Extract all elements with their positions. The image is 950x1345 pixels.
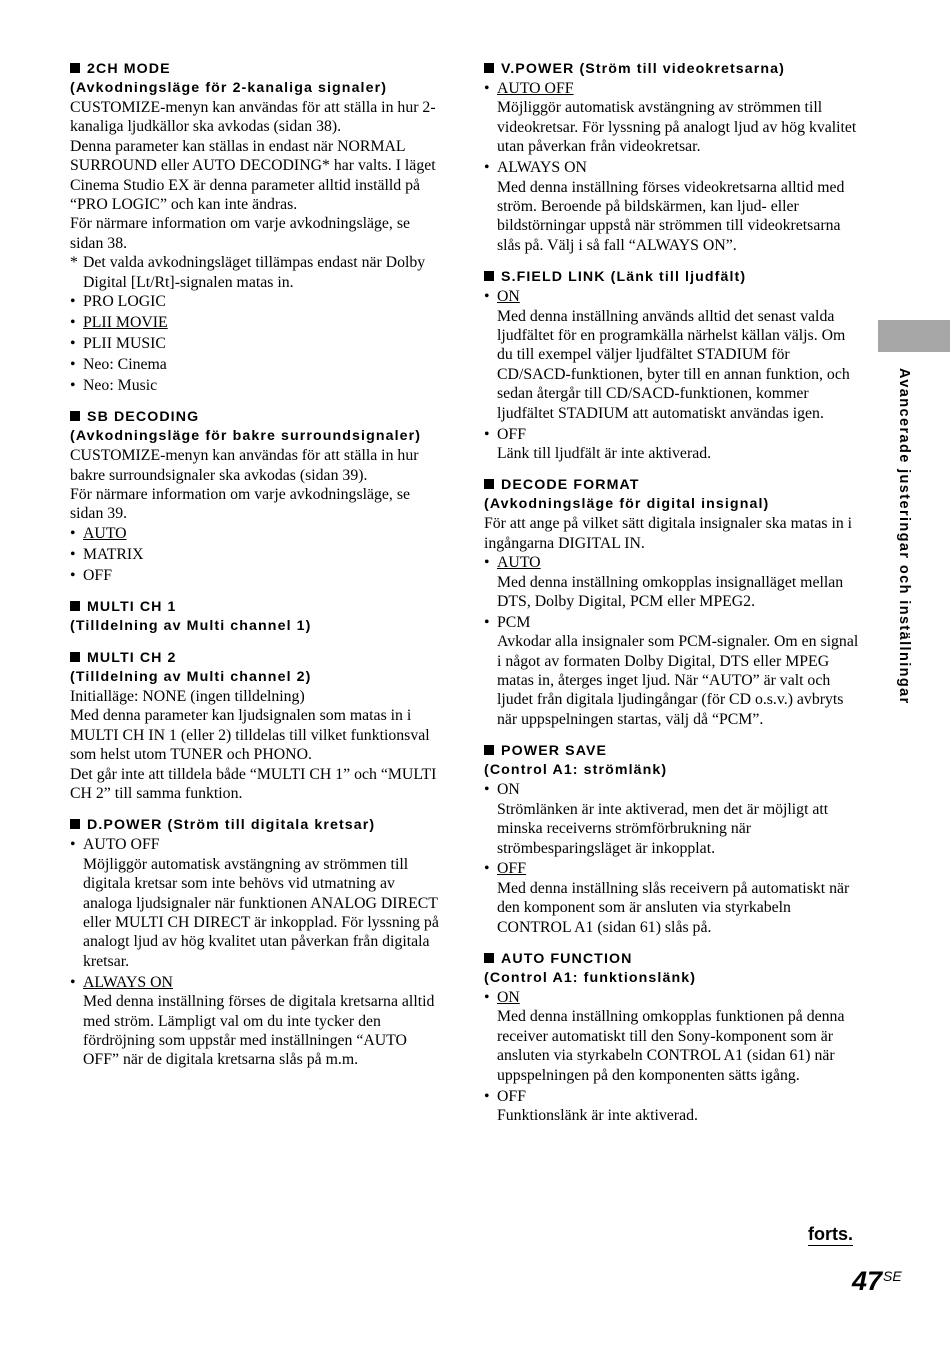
section-heading: MULTI CH 1 [70,598,445,617]
asterisk-icon: * [70,254,78,272]
list-item: • OFF Länk till ljudfält är inte aktiverad. [484,425,859,464]
section-heading: DECODE FORMAT [484,476,859,495]
right-column [484,60,859,1138]
option-description: Med denna inställning används alltid det senast valda ljudfältet för en programkälla närhelst källan väljs. Om du till exempel väljer ljudfältet STADIUM för CD/SACD-funktionen, byter till en annan funktion, och sedan återgår till CD/SACD-funktionen, kommer ljudfältet STADIUM att automatiskt användas igen. [497,307,850,422]
footnote: * Det valda avkodningsläget tillämpas endast när Dolby Digital [Lt/Rt]-signalen matas in. [70,254,426,291]
default-option: ALWAYS ON [83,973,173,991]
list-item [70,973,445,1070]
option-description: Med denna inställning omkopplas funktionen på denna receiver automatiskt till den Sony-komponent som är ansluten via styrkabeln CONTROL A1 (sidan 61) när uppspelningen på den komponenten sätts igång. [497,1008,845,1084]
default-option: AUTO OFF [497,80,574,97]
option-list [70,292,445,395]
default-option: AUTO [83,524,127,542]
square-bullet-icon [70,601,80,611]
default-option: ON [497,989,520,1007]
list-item: • Neo: Music [70,376,445,395]
section-auto-function [484,950,859,1125]
section-d-power [70,816,445,1069]
option-description: Med denna inställning förses de digitala kretsarna alltid med ström. Lämpligt val om du inte tycker den fördröjning som uppstår med inställningen “AUTO OFF” när de digitala kretsarna slås på m.m. [83,993,435,1069]
square-bullet-icon [70,63,80,73]
list-item [484,79,859,157]
list-item: • MATRIX [70,545,445,564]
list-item: • PLII MUSIC [70,334,445,353]
square-bullet-icon [70,819,80,829]
section-heading: V.POWER (Ström till videokretsarna) [484,60,859,79]
list-item [484,287,859,423]
paragraph: Med denna parameter kan ljudsignalen som matas in i MULTI CH IN 1 (eller 2) tilldelas till vilket funktionsval som helst utom TUNER och PHONO. [70,707,430,764]
option-description: Med denna inställning slås receivern på automatiskt när den komponent som är ansluten via styrkabeln CONTROL A1 (sidan 61) slås på. [497,879,850,936]
square-bullet-icon [484,745,494,755]
section-subheading: (Control A1: strömlänk) [484,762,668,779]
paragraph: CUSTOMIZE-menyn kan användas för att ställa in hur 2-kanaliga ljudkällor ska avkodas (sidan 38). [70,99,436,136]
option-description: Strömlänken är inte aktiverad, men det är möjligt att minska receiverns strömförbrukning när strömbesparingsläget är inkopplat. [497,800,829,857]
section-subheading: (Control A1: funktionslänk) [484,970,697,987]
option-description: Möjliggör automatisk avstängning av strömmen till videokretsar. För lyssning på analogt ljud av hög kvalitet utan påverkan från videokretsar. [497,99,857,156]
paragraph: Initialläge: NONE (ingen tilldelning) [70,687,305,705]
list-item [484,988,859,1085]
option-description: Med denna inställning förses videokretsarna alltid med ström. Beroende på bildskärmen, kan ljud- eller bildstörningar uppstå när strömmen till videokretsarna slås på. Välj i så fall “ALWAYS ON”. [497,178,845,254]
chapter-tab [878,320,950,352]
list-item [484,859,859,937]
paragraph: För att ange på vilket sätt digitala insignaler ska matas in i ingångarna DIGITAL IN. [484,515,853,552]
square-bullet-icon [484,63,494,73]
option-description: Möjliggör automatisk avstängning av strömmen till digitala kretsar som inte behövs vid utmatning av analoga ljudsignaler när funktionen ANALOG DIRECT eller MULTI CH DIRECT är inkopplad. För lyssning på analogt ljud av hög kvalitet utan påverkan från digitala kretsar. [83,855,439,970]
option-description: Funktionslänk är inte aktiverad. [497,1106,698,1124]
section-s-field-link [484,268,859,463]
default-option: PLII MOVIE [83,313,168,331]
option-list [484,553,859,729]
list-item: • OFF [70,566,445,585]
list-item: • PCM Avkodar alla insignaler som PCM-signaler. Om en signal i något av formaten Dolby Digital, DTS eller MPEG matas in, återges inget ljud. När “AUTO” är valt och ljudet från digitala ljudingångar (för CD o.s.v.) avbryts när uppspelningen startas, välj då “PCM”. [484,613,859,729]
paragraph: För närmare information om varje avkodningsläge, se sidan 38. [70,215,410,252]
left-column [70,60,445,1083]
section-decode-format [484,476,859,729]
default-option: OFF [497,860,526,878]
section-multi-ch-1 [70,598,445,636]
option-list [70,524,445,585]
list-item: • OFF Funktionslänk är inte aktiverad. [484,1087,859,1126]
section-subheading: (Tilldelning av Multi channel 2) [70,668,312,685]
section-sb-decoding [70,408,445,585]
option-description: Avkodar alla insignaler som PCM-signaler. Om en signal i något av formaten Dolby Digital, DTS eller MPEG matas in, återges inget ljud. När “AUTO” är valt och ljudet från digitala ljudingångar (för CD o.s.v.) avbryts när uppspelningen startas, välj då “PCM”. [497,633,859,728]
section-v-power [484,60,859,255]
section-heading: POWER SAVE [484,742,859,761]
square-bullet-icon [70,652,80,662]
section-power-save [484,742,859,937]
list-item: • PRO LOGIC [70,292,445,311]
section-heading: S.FIELD LINK (Länk till ljudfält) [484,268,859,287]
paragraph: CUSTOMIZE-menyn kan användas för att ställa in hur bakre surroundsignaler ska avkodas (sidan 39). [70,447,419,484]
list-item: • ALWAYS ON Med denna inställning förses videokretsarna alltid med ström. Beroende på bildskärmen, kan ljud- eller bildstörningar uppstå när strömmen till videokretsarna slås på. Välj i så fall “ALWAYS ON”. [484,158,859,255]
section-heading: D.POWER (Ström till digitala kretsar) [70,816,445,835]
section-heading: AUTO FUNCTION [484,950,859,969]
section-multi-ch-2 [70,649,445,803]
page-number: 47SE [852,1266,902,1296]
list-item: • Neo: Cinema [70,355,445,374]
section-heading: SB DECODING [70,408,445,427]
list-item: • ON Strömlänken är inte aktiverad, men det är möjligt att minska receiverns strömförbrukning när strömbesparingsläget är inkopplat. [484,780,859,858]
paragraph: Denna parameter kan ställas in endast när NORMAL SURROUND eller AUTO DECODING* har valts. I läget Cinema Studio EX är denna parameter alltid inställd på “PRO LOGIC” och kan inte ändras. [70,137,436,214]
option-description: Länk till ljudfält är inte aktiverad. [497,444,712,462]
paragraph: Det går inte att tilldela både “MULTI CH 1” och “MULTI CH 2” till samma funktion. [70,765,437,802]
square-bullet-icon [484,271,494,281]
square-bullet-icon [70,411,80,421]
square-bullet-icon [484,953,494,963]
option-list [484,79,859,255]
chapter-label: Avancerade justeringar och inställningar [896,368,912,705]
square-bullet-icon [484,479,494,489]
option-list [484,988,859,1125]
section-2ch-mode [70,60,445,395]
section-subheading: (Tilldelning av Multi channel 1) [70,617,312,634]
section-heading: 2CH MODE [70,60,445,79]
section-subheading: (Avkodningsläge för bakre surroundsignaler) [70,428,422,445]
option-description: Med denna inställning omkopplas insignalläget mellan DTS, Dolby Digital, PCM eller MPEG2. [497,573,844,610]
paragraph: För närmare information om varje avkodningsläge, se sidan 39. [70,485,410,523]
section-subheading: (Avkodningsläge för digital insignal) [484,496,770,513]
option-list [70,835,445,1069]
default-option: ON [497,288,520,306]
section-heading: MULTI CH 2 [70,649,445,668]
continued-label: forts. [808,1224,853,1244]
default-option: AUTO [497,554,541,572]
list-item [70,313,445,332]
option-list [484,780,859,937]
list-item [70,524,445,543]
section-subheading: (Avkodningsläge för 2-kanaliga signaler) [70,80,388,96]
list-item [484,553,859,611]
option-list [484,287,859,463]
list-item: • AUTO OFF Möjliggör automatisk avstängning av strömmen till digitala kretsar som inte behövs vid utmatning av analoga ljudsignaler när funktionen ANALOG DIRECT eller MULTI CH DIRECT är inkopplad. För lyssning på analogt ljud av hög kvalitet utan påverkan från digitala kretsar. [70,835,445,971]
